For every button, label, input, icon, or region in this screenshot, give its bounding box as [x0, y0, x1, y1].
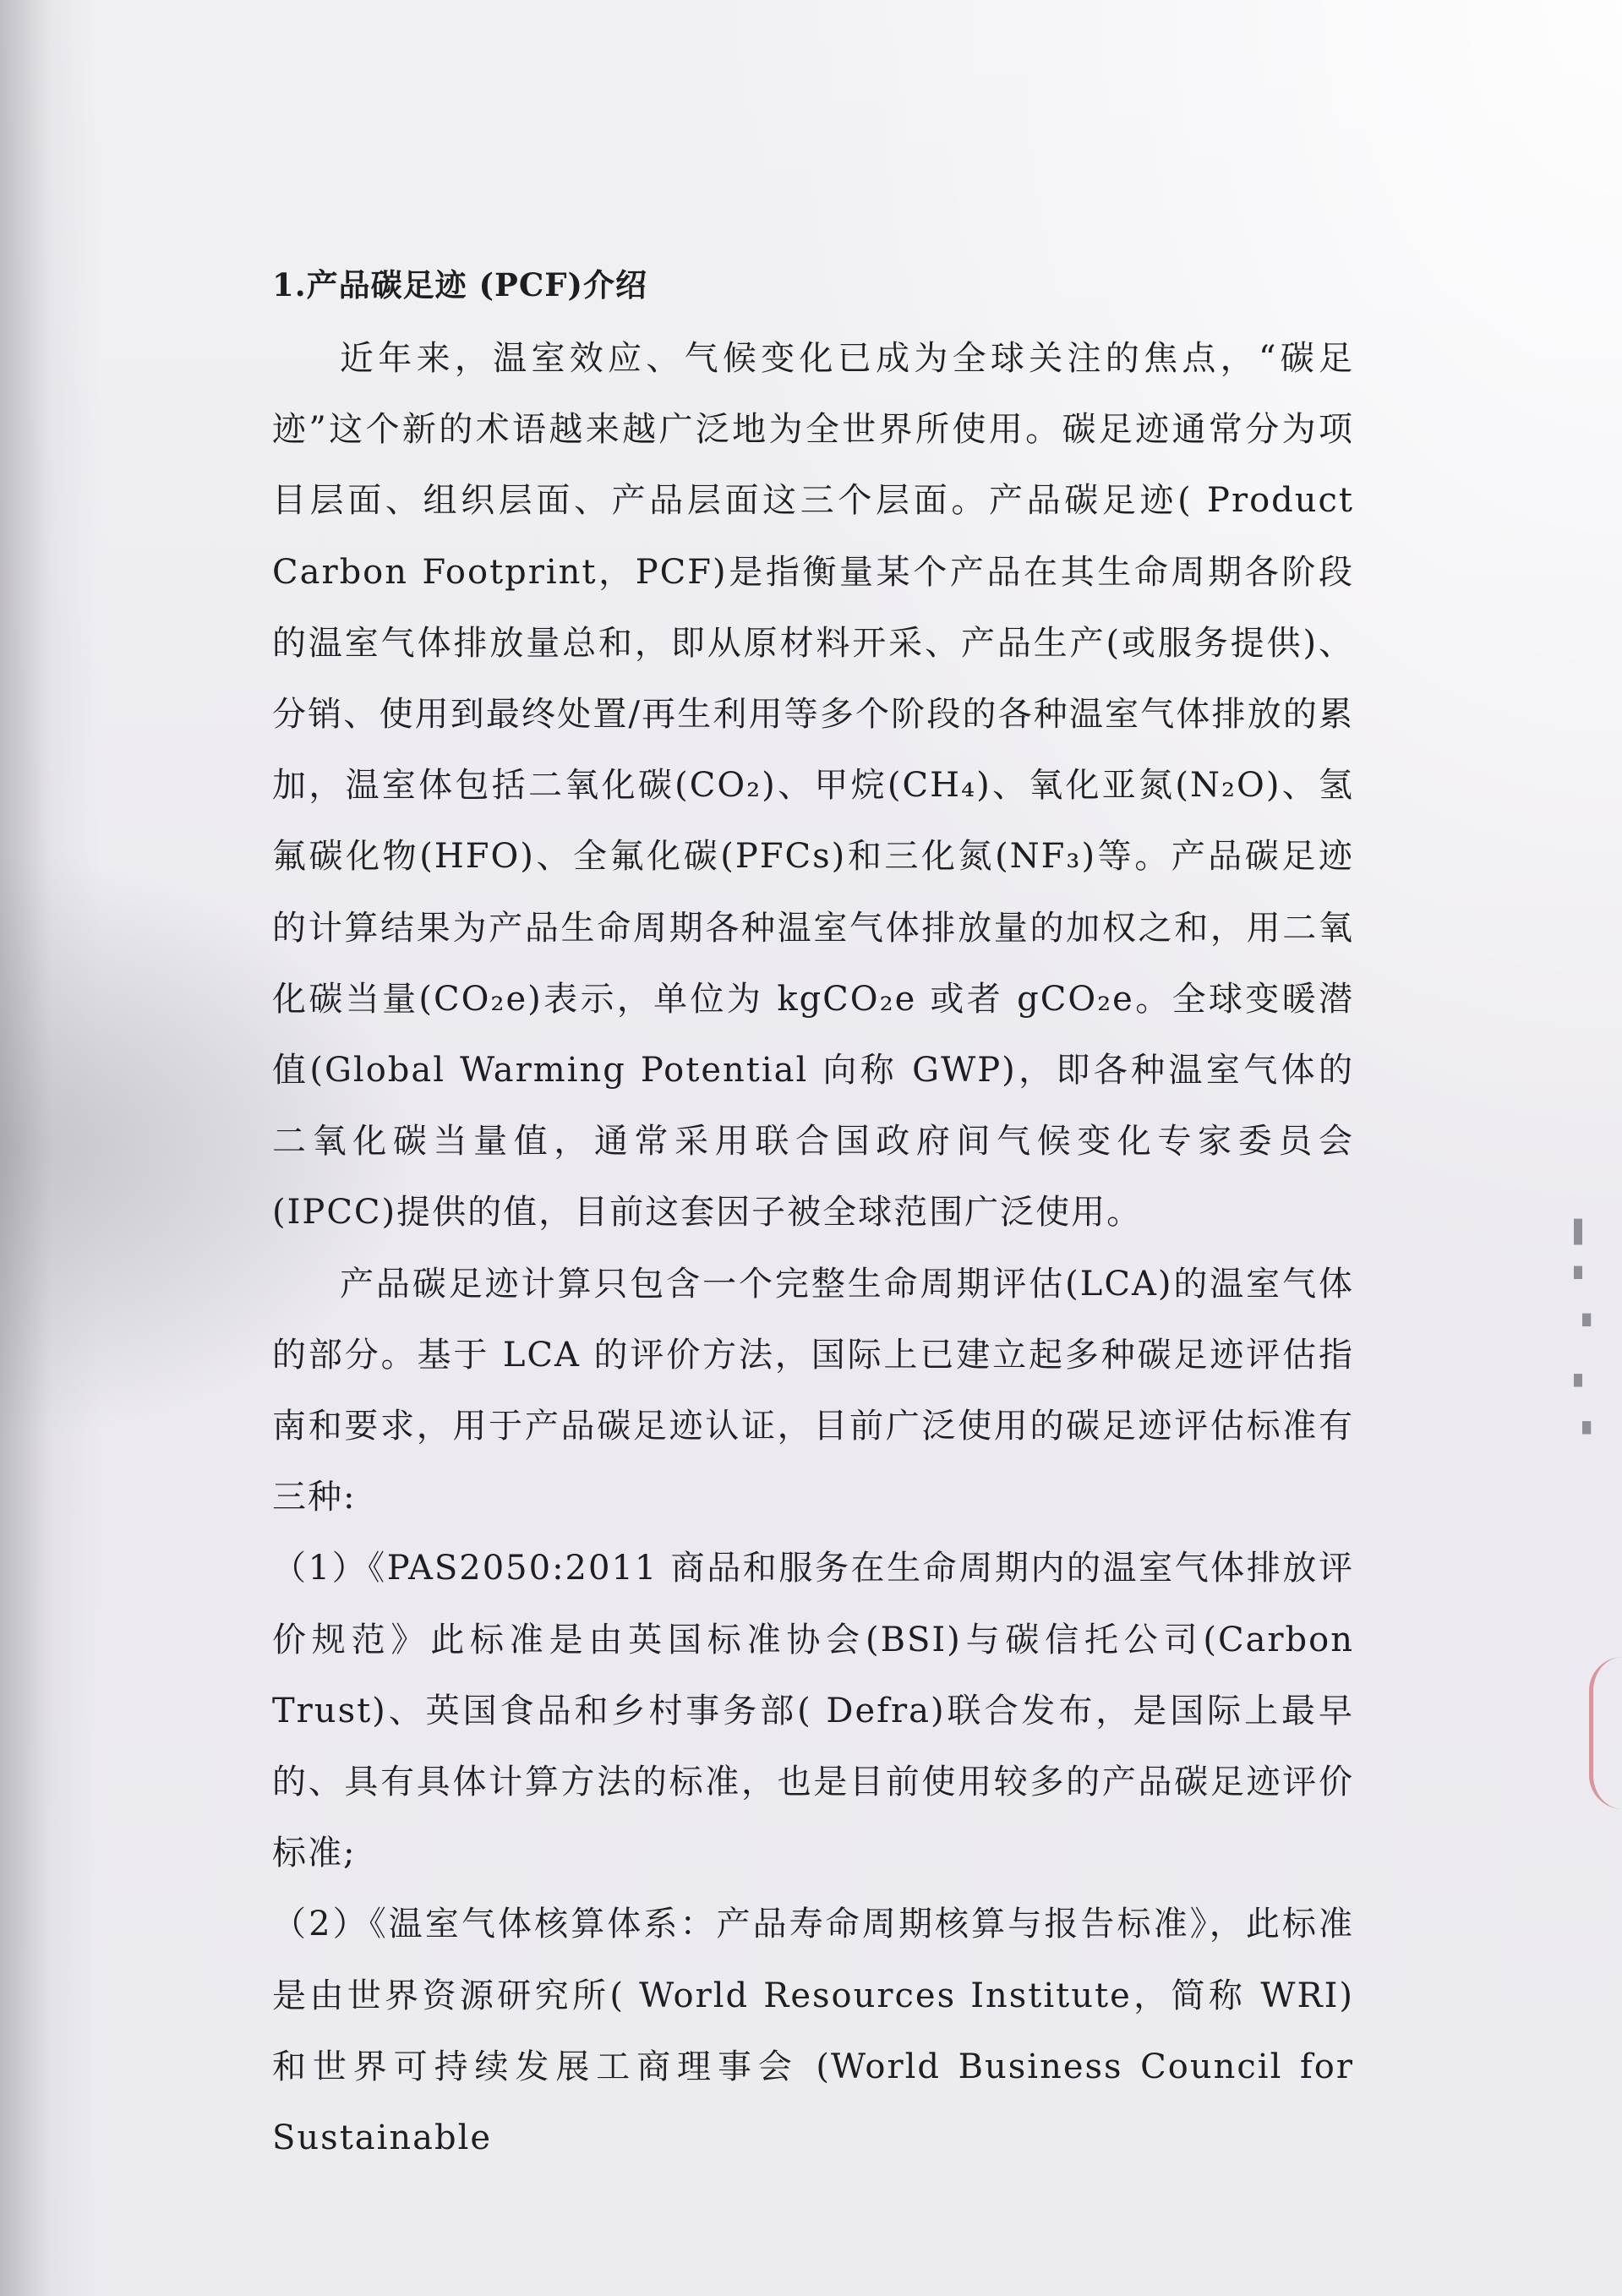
list-item-ghg-protocol: （2）《温室气体核算体系：产品寿命周期核算与报告标准》，此标准是由世界资源研究所( World Resources Institute，简称 WRI)和世界可持续发展工商理事会 (World Business Council for Sustainable — [272, 1905, 1354, 2158]
document-body — [272, 254, 1354, 2173]
paragraph-intro: 近年来，温室效应、气候变化已成为全球关注的焦点，“碳足迹”这个新的术语越来越广泛地为全世界所使用。碳足迹通常分为项目层面、组织层面、产品层面这三个层面。产品碳足迹( Product Carbon Footprint，PCF)是指衡量某个产品在其生命周期各阶段的温室气体排放量总和，即从原材料开采、产品生产(或服务提供)、分销、使用到最终处置/再生利用等多个阶段的各种温室气体排放的累加，温室体包括二氧化碳(CO₂)、甲烷(CH₄)、氧化亚氮(N₂O)、氢氟碳化物(HFO)、全氟化碳(PFCs)和三化氮(NF₃)等。产品碳足迹的计算结果为产品生命周期各种温室气体排放量的加权之和，用二氧化碳当量(CO₂e)表示，单位为 kgCO₂e 或者 gCO₂e。全球变暖潜值(Global Warming Potential 向称 GWP)，即各种温室气体的二氧化碳当量值，通常采用联合国政府间气候变化专家委员会(IPCC)提供的值，目前这套因子被全球范围广泛使用。 — [272, 339, 1354, 1233]
red-stamp-edge — [1589, 1657, 1622, 1809]
page-edge-shadow — [0, 0, 101, 2296]
paragraph-lca: 产品碳足迹计算只包含一个完整生命周期评估(LCA)的温室气体的部分。基于 LCA 的评价方法，国际上已建立起多种碳足迹评估指南和要求，用于产品碳足迹认证，目前广泛使用的碳足迹评估标准有三种: — [272, 1264, 1354, 1517]
section-heading: 1.产品碳足迹 (PCF)介绍 — [272, 266, 648, 303]
bleed-through-marks: ▌ ▘ ▝ ▖ ▗ — [1574, 1220, 1591, 1435]
list-item-pas2050: （1）《PAS2050:2011 商品和服务在生命周期内的温室气体排放评价规范》此标准是由英国标准协会(BSI)与碳信托公司(Carbon Trust)、英国食品和乡村事务部( Defra)联合发布，是国际上最早的、具有具体计算方法的标准，也是目前使用较多的产品碳足迹评价标准; — [272, 1549, 1354, 1873]
